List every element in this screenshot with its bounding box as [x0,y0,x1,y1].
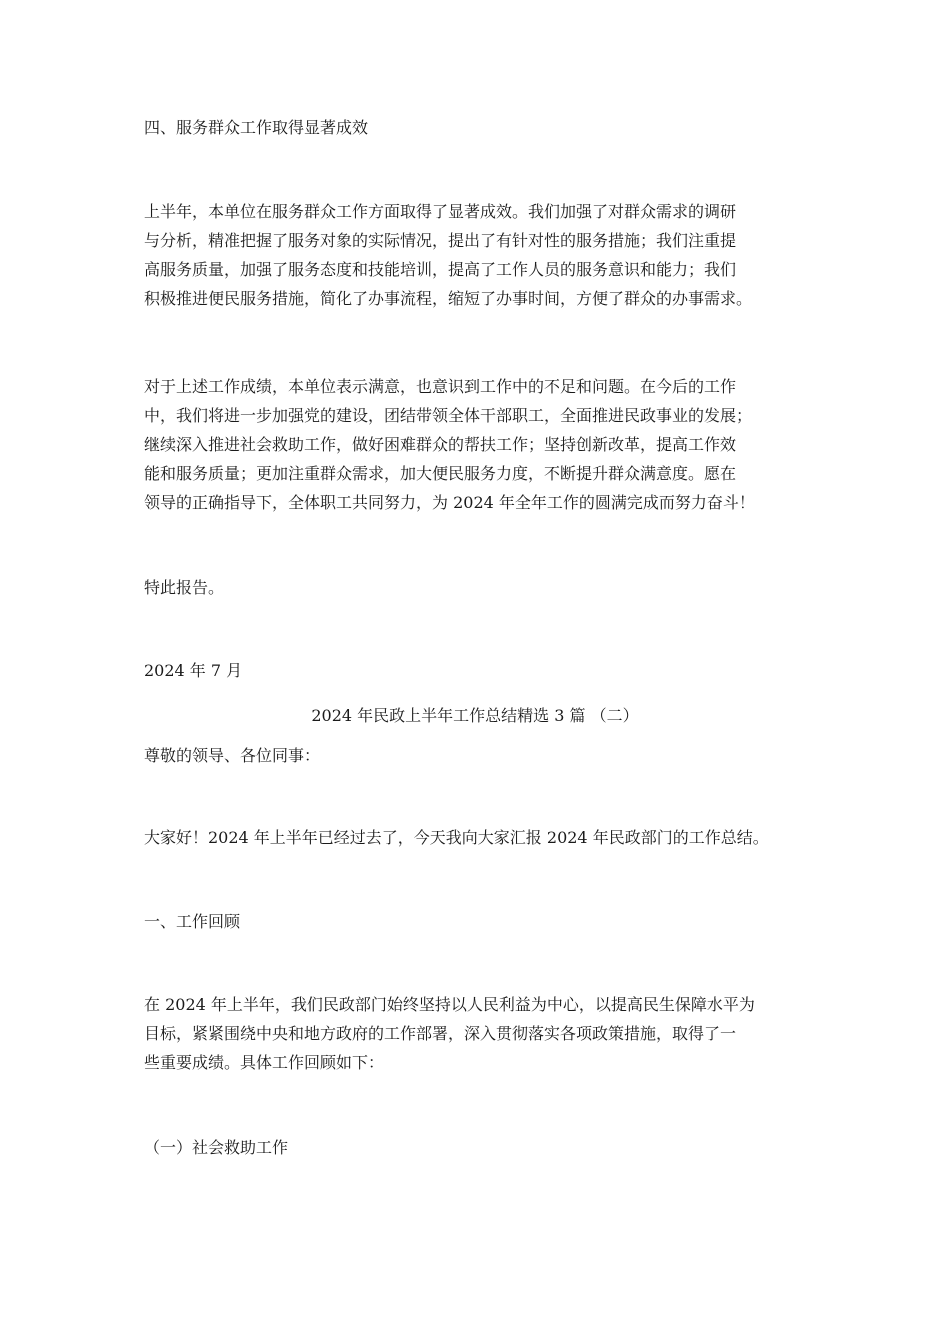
paragraph-line: 高服务质量，加强了服务态度和技能培训，提高了工作人员的服务意识和能力；我们 [144,260,737,279]
closing-text: 特此报告。 [144,578,225,597]
paragraph-line: 些重要成绩。具体工作回顾如下： [144,1053,385,1072]
paragraph-line: 对于上述工作成绩，本单位表示满意，也意识到工作中的不足和问题。在今后的工作 [144,377,737,396]
paragraph-review [144,990,755,1077]
section-heading-review: 一、工作回顾 [144,912,241,931]
paragraph-line: 上半年，本单位在服务群众工作方面取得了显著成效。我们加强了对群众需求的调研 [144,202,737,221]
paragraph-line: 目标，紧紧围绕中央和地方政府的工作部署，深入贯彻落实各项政策措施，取得了一 [144,1024,737,1043]
paragraph-line: 积极推进便民服务措施，简化了办事流程，缩短了办事时间，方便了群众的办事需求。 [144,289,753,308]
paragraph-line: 领导的正确指导下，全体职工共同努力，为 2024 年全年工作的圆满完成而努力奋斗！ [144,493,755,512]
paragraph-line: 能和服务质量；更加注重群众需求，加大便民服务力度，不断提升群众满意度。愿在 [144,464,737,483]
report-date: 2024 年 7 月 [144,661,243,680]
salutation: 尊敬的领导、各位同事： [144,746,321,765]
greeting: 大家好！2024 年上半年已经过去了，今天我向大家汇报 2024 年民政部门的工作总结。 [144,828,769,847]
paragraph-line: 与分析，精准把握了服务对象的实际情况，提出了有针对性的服务措施；我们注重提 [144,231,737,250]
paragraph-line: 中，我们将进一步加强党的建设，团结带领全体干部职工，全面推进民政事业的发展； [144,406,753,425]
subsection-heading-social-assistance: （一）社会救助工作 [144,1138,289,1157]
paragraph-line: 继续深入推进社会救助工作，做好困难群众的帮扶工作；坚持创新改革，提高工作效 [144,435,737,454]
section-heading-service: 四、服务群众工作取得显著成效 [144,118,369,137]
paragraph-line: 在 2024 年上半年，我们民政部门始终坚持以人民利益为中心，以提高民生保障水平为 [144,995,755,1014]
paragraph-summary [144,372,755,517]
paragraph-service-results [144,197,752,313]
document-title: 2024 年民政上半年工作总结精选 3 篇 （二） [311,706,639,725]
